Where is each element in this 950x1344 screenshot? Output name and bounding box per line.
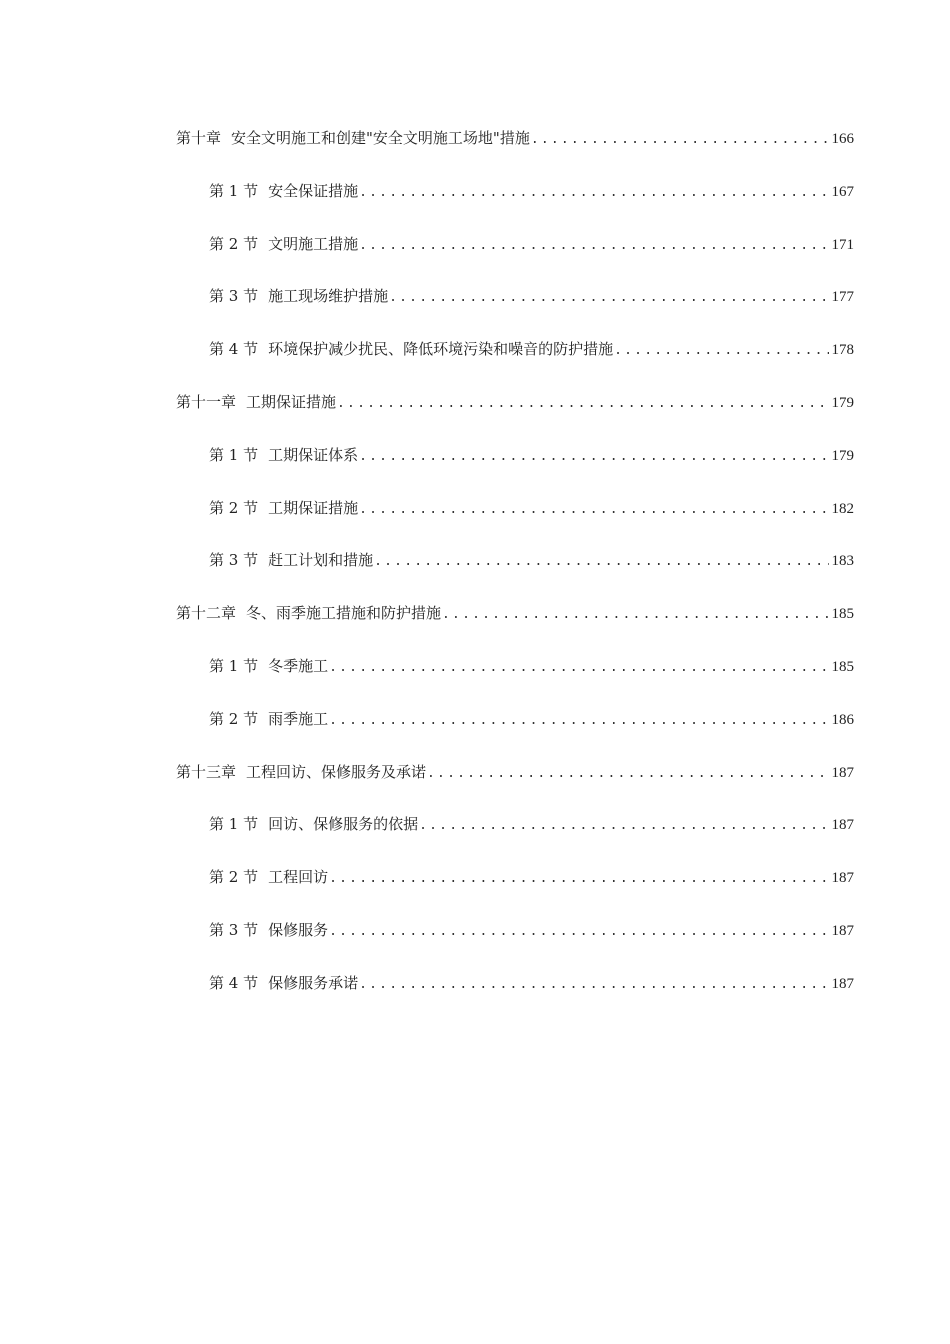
toc-entry-number: 第 2 节: [209, 868, 259, 887]
dot-leader: [359, 178, 828, 208]
dot-leader: [329, 864, 828, 894]
toc-entry-page: 179: [831, 394, 854, 411]
toc-entry-title: 安全保证措施: [268, 181, 359, 200]
toc-entry-number: 第 1 节: [209, 445, 259, 464]
toc-entry-page: 177: [831, 289, 854, 306]
toc-entry-title: 工程回访: [268, 868, 329, 887]
toc-entry-number: 第十三章: [176, 762, 237, 781]
dot-leader: [531, 125, 829, 155]
toc-entry-page: 187: [831, 870, 854, 887]
toc-section-entry[interactable]: [176, 334, 854, 387]
toc-entry-number: 第 2 节: [209, 234, 259, 253]
toc-entry-number: 第 3 节: [209, 287, 259, 306]
toc-chapter-entry[interactable]: [176, 598, 854, 651]
toc-entry-title: 雨季施工: [268, 709, 329, 728]
table-of-contents: [176, 123, 854, 1021]
toc-entry-title: 冬季施工: [268, 656, 329, 675]
toc-section-entry[interactable]: [176, 704, 854, 757]
toc-section-entry[interactable]: [176, 440, 854, 493]
toc-entry-page: 187: [831, 922, 854, 939]
toc-entry-number: 第十一章: [176, 392, 237, 411]
toc-entry-page: 167: [831, 183, 854, 200]
toc-entry-page: 186: [831, 711, 854, 728]
toc-section-entry[interactable]: [176, 176, 854, 229]
dot-leader: [614, 336, 828, 366]
toc-entry-title: 安全文明施工和创建"安全文明施工场地"措施: [231, 129, 530, 147]
dot-leader: [359, 231, 828, 261]
toc-entry-number: 第 4 节: [209, 340, 259, 359]
dot-leader: [374, 547, 828, 577]
toc-entry-title: 赶工计划和措施: [268, 551, 374, 570]
toc-entry-number: 第 1 节: [209, 815, 259, 834]
toc-entry-page: 187: [831, 764, 854, 781]
dot-leader: [359, 495, 828, 525]
toc-entry-page: 187: [831, 817, 854, 834]
toc-entry-page: 183: [831, 553, 854, 570]
toc-entry-number: 第十二章: [176, 604, 237, 623]
toc-entry-title: 工程回访、保修服务及承诺: [246, 762, 427, 781]
dot-leader: [442, 600, 828, 630]
toc-chapter-entry[interactable]: [176, 757, 854, 810]
toc-entry-title: 工期保证体系: [268, 445, 359, 464]
toc-entry-page: 187: [831, 975, 854, 992]
toc-section-entry[interactable]: [176, 545, 854, 598]
toc-entry-page: 166: [831, 131, 854, 147]
toc-section-entry[interactable]: [176, 281, 854, 334]
dot-leader: [359, 970, 828, 1000]
toc-entry-title: 冬、雨季施工措施和防护措施: [246, 604, 442, 623]
toc-entry-page: 171: [831, 236, 854, 253]
dot-leader: [419, 811, 828, 841]
dot-leader: [329, 706, 828, 736]
toc-entry-title: 回访、保修服务的依据: [268, 815, 419, 834]
toc-chapter-entry[interactable]: [176, 387, 854, 440]
toc-entry-title: 工期保证措施: [246, 392, 337, 411]
dot-leader: [329, 653, 828, 683]
toc-entry-title: 保修服务承诺: [268, 973, 359, 992]
toc-entry-number: 第 2 节: [209, 709, 259, 728]
toc-entry-number: 第十章: [176, 129, 222, 147]
toc-entry-page: 179: [831, 447, 854, 464]
toc-section-entry[interactable]: [176, 968, 854, 1021]
toc-entry-number: 第 1 节: [209, 656, 259, 675]
dot-leader: [359, 442, 828, 472]
toc-entry-number: 第 1 节: [209, 181, 259, 200]
toc-section-entry[interactable]: [176, 915, 854, 968]
dot-leader: [337, 389, 828, 419]
toc-section-entry[interactable]: [176, 809, 854, 862]
toc-section-entry[interactable]: [176, 862, 854, 915]
toc-chapter-entry[interactable]: [176, 123, 854, 176]
toc-section-entry[interactable]: [176, 229, 854, 282]
dot-leader: [389, 283, 828, 313]
toc-entry-title: 保修服务: [268, 920, 329, 939]
toc-section-entry[interactable]: [176, 493, 854, 546]
toc-entry-title: 施工现场维护措施: [268, 287, 389, 306]
toc-entry-title: 环境保护减少扰民、降低环境污染和噪音的防护措施: [268, 340, 614, 359]
toc-entry-title: 文明施工措施: [268, 234, 359, 253]
toc-entry-number: 第 3 节: [209, 920, 259, 939]
toc-section-entry[interactable]: [176, 651, 854, 704]
toc-entry-page: 178: [831, 342, 854, 359]
toc-entry-title: 工期保证措施: [268, 498, 359, 517]
dot-leader: [329, 917, 828, 947]
toc-entry-number: 第 4 节: [209, 973, 259, 992]
toc-entry-page: 185: [831, 606, 854, 623]
toc-entry-number: 第 3 节: [209, 551, 259, 570]
toc-entry-page: 182: [831, 500, 854, 517]
toc-entry-page: 185: [831, 658, 854, 675]
dot-leader: [427, 759, 828, 789]
toc-entry-number: 第 2 节: [209, 498, 259, 517]
